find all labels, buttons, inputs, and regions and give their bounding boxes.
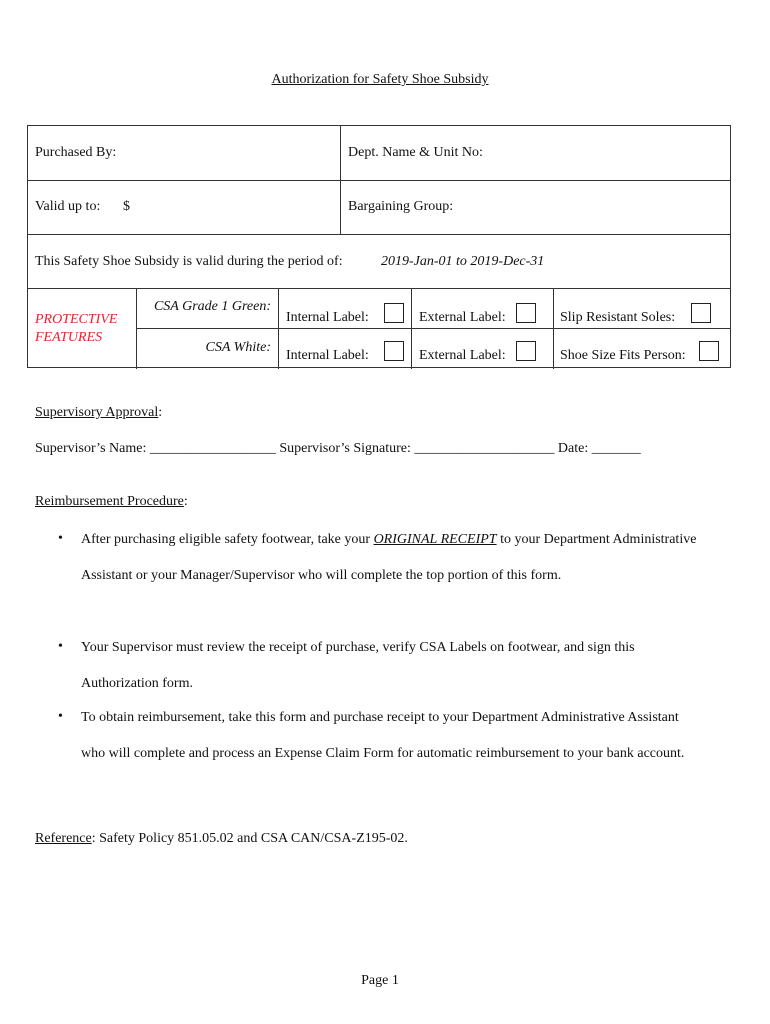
row-divider [28, 288, 730, 289]
authorization-form [27, 125, 731, 368]
column-divider [411, 288, 412, 369]
row-divider [136, 328, 730, 329]
currency-symbol: $ [123, 199, 130, 214]
purchased-by-label: Purchased By: [35, 145, 117, 160]
reference-line: Reference: Safety Policy 851.05.02 and CSA CAN/CSA-Z195-02. [35, 831, 408, 846]
reimbursement-step-1: After purchasing eligible safety footwear, take your ORIGINAL RECEIPT to your Department Administrative Assistant or your Manager/Supervisor who will complete the top portion of this form. [81, 532, 697, 583]
slip-resistant-checkbox[interactable] [691, 303, 711, 323]
document-title: Authorization for Safety Shoe Subsidy [271, 72, 489, 87]
reimbursement-heading: Reimbursement Procedure: [35, 494, 188, 509]
protective-features-label: PROTECTIVE FEATURES [35, 312, 118, 345]
white-external-label: External Label: [419, 348, 506, 363]
page-number: Page 1 [361, 973, 399, 988]
reimbursement-step-2: Your Supervisor must review the receipt of purchase, verify CSA Labels on footwear, and sign this Authorization form. [81, 640, 635, 691]
supervisor-signature-line: Supervisor’s Name: __________________ Supervisor’s Signature: ____________________ Date: _______ [35, 441, 641, 456]
green-internal-label: Internal Label: [286, 310, 369, 325]
csa-white-label: CSA White: [205, 340, 271, 355]
green-external-checkbox[interactable] [516, 303, 536, 323]
slip-resistant-label: Slip Resistant Soles: [560, 310, 676, 325]
white-internal-label: Internal Label: [286, 348, 369, 363]
reimbursement-step-3: To obtain reimbursement, take this form and purchase receipt to your Department Administrative Assistant who will complete and process an Expense Claim Form for automatic reimbursement to your bank account. [81, 710, 685, 761]
bullet-icon: • [58, 639, 63, 654]
dept-label: Dept. Name & Unit No: [348, 145, 483, 160]
bullet-icon: • [58, 709, 63, 724]
white-internal-checkbox[interactable] [384, 341, 404, 361]
column-divider [340, 126, 341, 234]
shoe-size-label: Shoe Size Fits Person: [560, 348, 686, 363]
column-divider [553, 288, 554, 369]
column-divider [278, 288, 279, 369]
valid-up-to-label: Valid up to: [35, 199, 101, 214]
green-internal-checkbox[interactable] [384, 303, 404, 323]
period-value: 2019-Jan-01 to 2019-Dec-31 [381, 254, 545, 269]
shoe-size-checkbox[interactable] [699, 341, 719, 361]
bargaining-group-label: Bargaining Group: [348, 199, 454, 214]
bullet-icon: • [58, 531, 63, 546]
supervisory-approval-heading: Supervisory Approval: [35, 405, 163, 420]
white-external-checkbox[interactable] [516, 341, 536, 361]
column-divider [136, 288, 137, 369]
period-text: This Safety Shoe Subsidy is valid during the period of: [35, 254, 343, 269]
row-divider [28, 180, 730, 181]
row-divider [28, 234, 730, 235]
csa-green-label: CSA Grade 1 Green: [153, 299, 271, 314]
green-external-label: External Label: [419, 310, 506, 325]
